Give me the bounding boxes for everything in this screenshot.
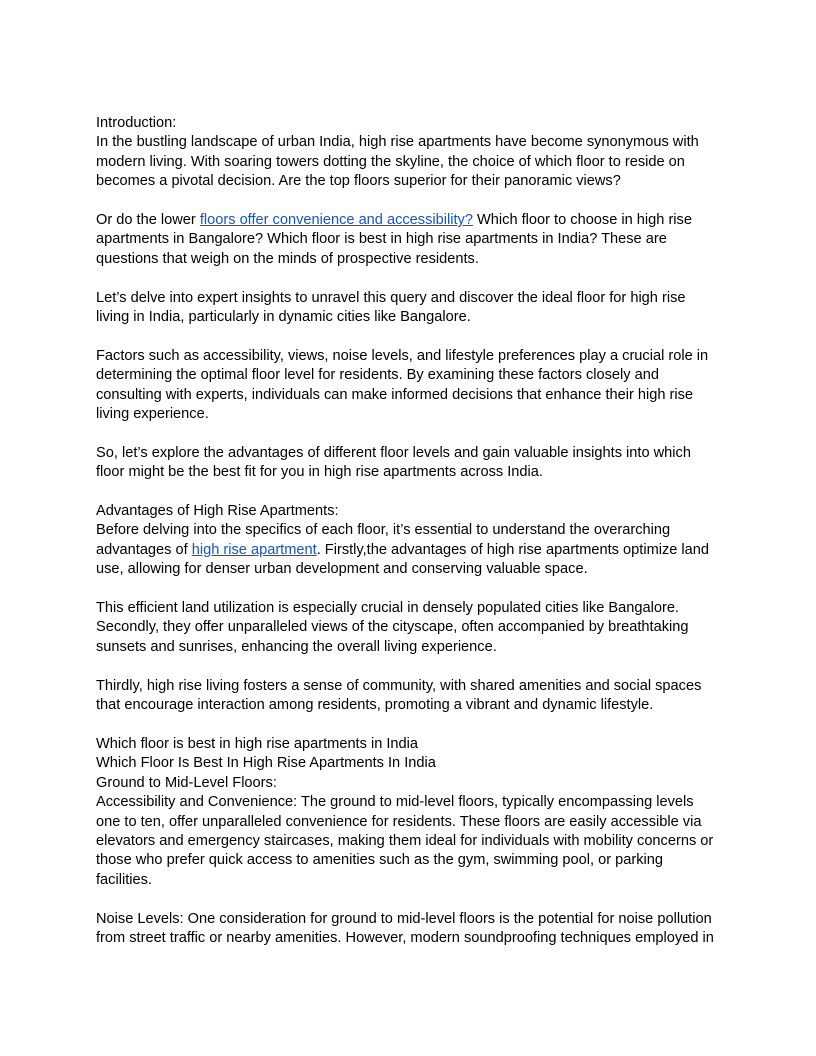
- intro-heading: Introduction:: [96, 115, 177, 131]
- paragraph-factors: Factors such as accessibility, views, noise levels, and lifestyle preferences play a crucial role in determining the optimal floor level for residents. By examining these factors closely and consulting with experts, individuals can make informed decisions that enhance their high rise living experience.: [96, 347, 709, 423]
- paragraph-land-utilization: This efficient land utilization is especially crucial in densely populated cities like Bangalore. Secondly, they offer unparalleled views of the cityscape, often accompanied by breathtaking sunsets and sunrises, enhancing the overall living experience.: [96, 600, 689, 655]
- blank-line: [96, 327, 720, 346]
- blank-line: [96, 192, 720, 211]
- paragraph-expert-insights: Let’s delve into expert insights to unravel this query and discover the ideal floor for high rise living in India, particularly in dynamic cities like Bangalore.: [96, 289, 686, 326]
- which-floor-heading-2: Which Floor Is Best In High Rise Apartments In India: [96, 755, 436, 772]
- paragraph-text: Before delving into the specifics of each floor, it’s essential to understand the overarching advantages of: [96, 522, 671, 558]
- document-body: [96, 114, 720, 948]
- paragraph-accessibility: Accessibility and Convenience: The ground to mid-level floors, typically encompassing levels one to ten, offer unparalleled convenience for residents. These floors are easily accessible via elevators and emergency staircases, making them ideal for individuals with mobility concerns or those who prefer quick access to amenities such as the gym, swimming pool, or parking facilities.: [96, 794, 714, 888]
- blank-line: [96, 657, 720, 676]
- blank-line: [96, 269, 720, 288]
- high-rise-apartment-link[interactable]: high rise apartment: [191, 541, 317, 558]
- paragraph-text: Which floor to choose in high rise apartments in Bangalore? Which floor is best in high rise apartments in India? These are questions that weigh on the minds of prospective residents.: [96, 212, 692, 267]
- paragraph-advantages: [96, 521, 720, 579]
- paragraph-noise-levels: Noise Levels: One consideration for ground to mid-level floors is the potential for noise pollution from street traffic or nearby amenities. However, modern soundproofing techniques employed in: [96, 910, 714, 946]
- blank-line: [96, 580, 720, 599]
- blank-line: [96, 424, 720, 443]
- paragraph-explore: So, let’s explore the advantages of different floor levels and gain valuable insights into which floor might be the best fit for you in high rise apartments across India.: [96, 444, 691, 481]
- paragraph-community: Thirdly, high rise living fosters a sense of community, with shared amenities and social spaces that encourage interaction among residents, promoting a vibrant and dynamic lifestyle.: [96, 677, 702, 714]
- floors-convenience-link[interactable]: floors offer convenience and accessibility?: [199, 212, 473, 229]
- paragraph-lower-floors: [96, 211, 720, 269]
- ground-floors-heading: Ground to Mid-Level Floors:: [96, 774, 277, 791]
- which-floor-heading-1: Which floor is best in high rise apartments in India: [96, 735, 419, 752]
- blank-line: [96, 890, 720, 909]
- blank-line: [96, 483, 720, 502]
- paragraph-text: Or do the lower: [96, 212, 200, 229]
- paragraph-intro: In the bustling landscape of urban India, high rise apartments have become synonymous with modern living. With soaring towers dotting the skyline, the choice of which floor to reside on becomes a pivotal decision. Are the top floors superior for their panoramic views?: [96, 134, 699, 190]
- blank-line: [96, 715, 720, 734]
- paragraph-text: . Firstly,the advantages of high rise apartments optimize land use, allowing for denser urban development and conserving valuable space.: [96, 541, 710, 578]
- advantages-heading: Advantages of High Rise Apartments:: [96, 503, 339, 520]
